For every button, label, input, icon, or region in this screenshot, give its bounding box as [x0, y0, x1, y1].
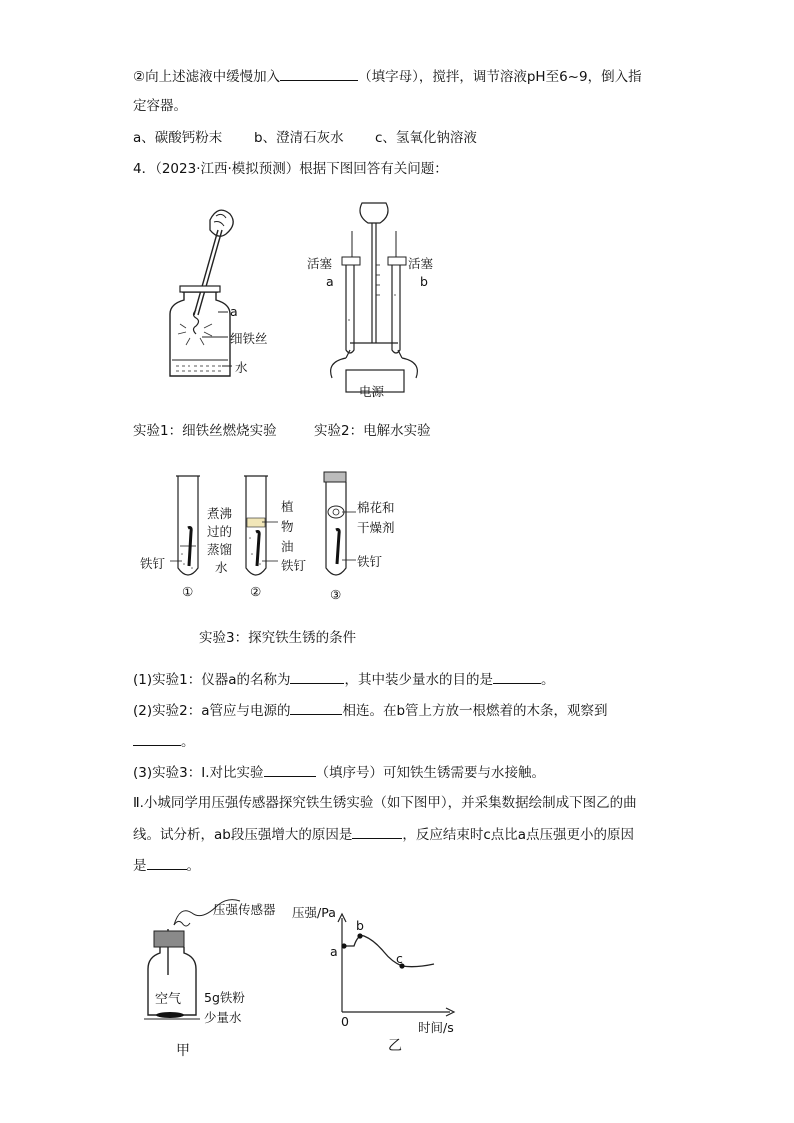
- exp3-label-cotton: 棉花和 干燥剂: [357, 500, 395, 535]
- answer-blank[interactable]: [264, 762, 316, 777]
- sub-question-4-line3: 是 。: [133, 855, 200, 876]
- sub-question-2-cont: 。: [133, 731, 195, 752]
- answer-blank[interactable]: [133, 731, 181, 746]
- exp1-label-a: a: [230, 304, 238, 319]
- fig-yi-point-c: c: [396, 951, 403, 966]
- sub-question-3: (3)实验3：Ⅰ.对比实验 （填序号）可知铁生锈需要与水接触。: [133, 762, 545, 783]
- fig-yi-origin: 0: [341, 1014, 349, 1029]
- exp3-label-nail-2: 铁钉: [281, 558, 307, 573]
- fig-yi-xlabel: 时间/s: [418, 1020, 454, 1035]
- answer-blank[interactable]: [352, 824, 402, 839]
- exp2-electrolysis-diagram: [320, 195, 450, 405]
- answer-blank[interactable]: [280, 66, 358, 81]
- exp2-label-stopcock-right: 活塞: [408, 256, 434, 271]
- fig-jia-iron-label: 5g铁粉: [204, 990, 245, 1005]
- fig-jia-sensor-label: 压强传感器: [213, 902, 276, 917]
- exp2-label-a: a: [326, 274, 334, 289]
- sub-question-4-line2: 线。试分析，ab段压强增大的原因是 ，反应结束时c点比a点压强更小的原因: [133, 824, 634, 845]
- exp3-label-nail-3: 铁钉: [357, 554, 383, 569]
- exp2-label-b: b: [420, 274, 428, 289]
- exp1-caption: 实验1：细铁丝燃烧实验: [133, 423, 277, 439]
- exp3-num-2: ②: [250, 584, 262, 599]
- fig-jia-caption: 甲: [176, 1043, 190, 1059]
- answer-blank[interactable]: [147, 855, 187, 870]
- exp1-label-wire: 细铁丝: [230, 331, 268, 346]
- option-b: b、澄清石灰水: [254, 130, 344, 146]
- exp2-caption: 实验2：电解水实验: [314, 423, 431, 439]
- option-a: a、碳酸钙粉末: [133, 130, 223, 146]
- exp3-num-1: ①: [182, 584, 194, 599]
- exp2-label-stopcock-left: 活塞: [307, 256, 333, 271]
- answer-blank[interactable]: [290, 700, 342, 715]
- q3-line1: ②向上述滤液中缓慢加入 （填字母），搅拌，调节溶液pH至6~9，倒入指: [133, 66, 642, 87]
- exp2-label-power: 电源: [359, 384, 385, 399]
- sub-question-1: (1)实验1：仪器a的名称为 ，其中装少量水的目的是 。: [133, 669, 554, 690]
- exp3-caption: 实验3：探究铁生锈的条件: [199, 630, 357, 646]
- exp3-num-3: ③: [330, 587, 342, 602]
- answer-blank[interactable]: [493, 669, 541, 684]
- q4-header: 4．（2023·江西·模拟预测）根据下图回答有关问题：: [133, 161, 448, 177]
- exp3-label-nail-1: 铁钉: [140, 556, 166, 571]
- exp1-label-water: 水: [235, 360, 248, 375]
- answer-blank[interactable]: [290, 669, 344, 684]
- fig-jia-water-label: 少量水: [204, 1010, 242, 1025]
- fig-yi-point-a: a: [330, 944, 338, 959]
- fig-yi-caption: 乙: [388, 1038, 402, 1054]
- fig-yi-ylabel: 压强/Pa: [292, 905, 336, 920]
- sub-question-2: (2)实验2：a管应与电源的 相连。在b管上方放一根燃着的木条，观察到: [133, 700, 608, 721]
- exp3-label-boiled-water: 煮沸 过的 蒸馏 水: [207, 506, 233, 575]
- q3-line2: 定容器。: [133, 98, 187, 114]
- exp3-rust-diagram: [170, 468, 370, 583]
- exp1-iron-wire-diagram: [160, 200, 290, 400]
- option-c: c、氢氧化钠溶液: [375, 130, 477, 146]
- fig-yi-point-b: b: [356, 918, 364, 933]
- fig-jia-air-label: 空气: [155, 992, 182, 1007]
- exp3-label-oil: 植 物 油: [281, 499, 294, 554]
- sub-question-4-line1: Ⅱ.小城同学用压强传感器探究铁生锈实验（如下图甲），并采集数据绘制成下图乙的曲: [133, 795, 637, 811]
